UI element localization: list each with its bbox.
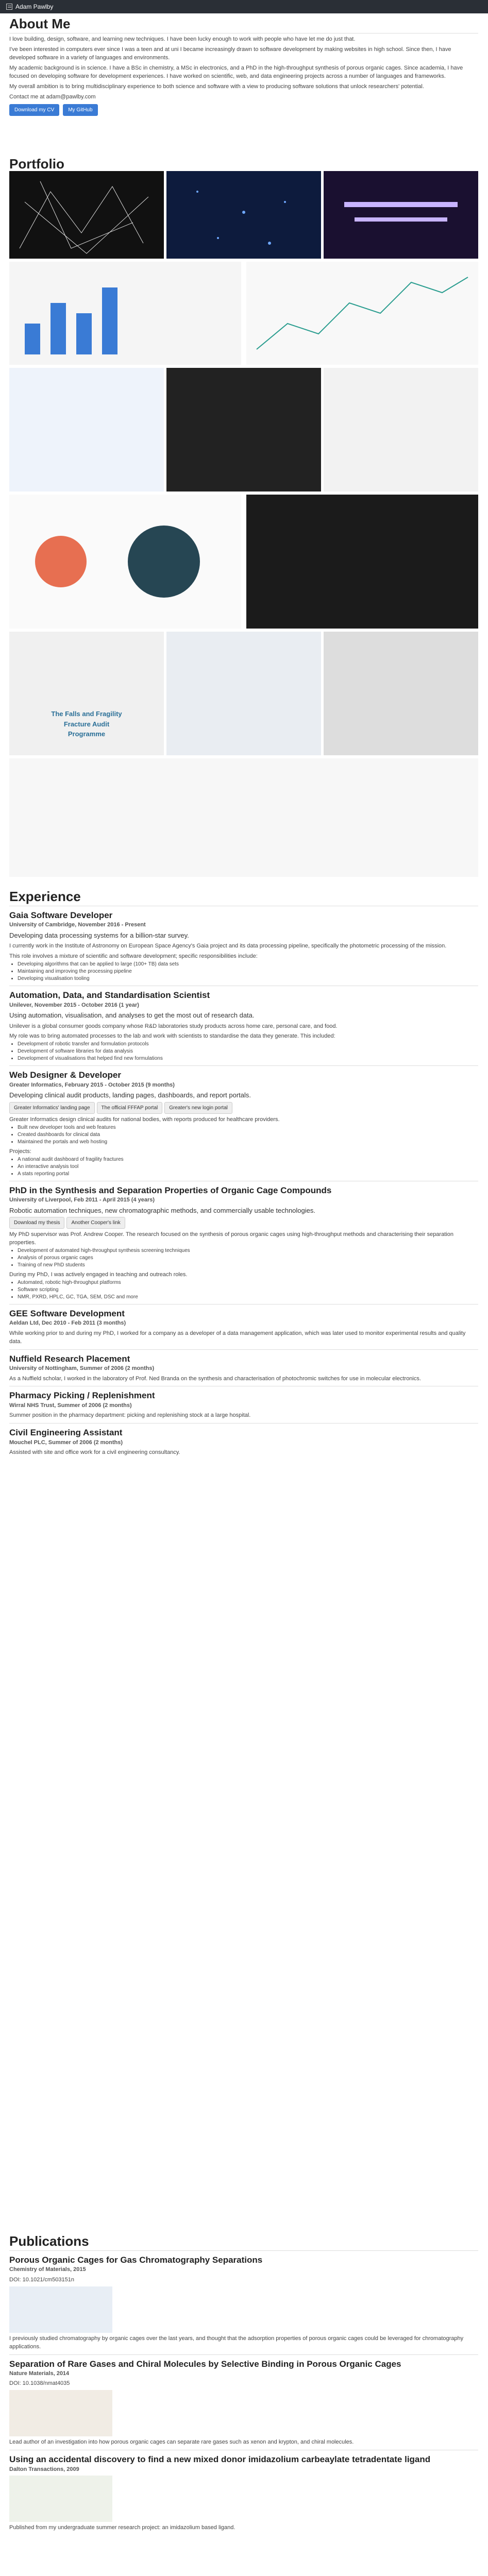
- job-title: Gaia Software Developer: [9, 910, 113, 920]
- job-bullet: • Development of robotic transfer and formulation protocols: [18, 1041, 478, 1048]
- job-bullet: • Analysis of porous organic cages: [18, 1255, 478, 1262]
- portfolio-tile[interactable]: [9, 368, 164, 492]
- job-bullet: • Software scripting: [18, 1286, 478, 1294]
- job-meta: Unilever, November 2015 - October 2016 (1 year): [9, 1002, 139, 1008]
- portfolio-tile[interactable]: [246, 262, 478, 365]
- portfolio-tile[interactable]: [9, 171, 164, 259]
- publication-body: I previously studied chromatography by organic cages over the last years, and thought that the adsorption properties of porous organic cages could be leveraged for chromatography applications.: [9, 2335, 464, 2350]
- page-content: [9, 13, 478, 2576]
- job-meta: University of Cambridge, November 2016 - Present: [9, 922, 146, 928]
- portfolio-tile[interactable]: [324, 171, 478, 259]
- portfolio-tile[interactable]: [166, 632, 321, 755]
- portfolio-tile[interactable]: [246, 495, 478, 629]
- job-entry: [9, 1070, 478, 1177]
- publication: [9, 2454, 478, 2532]
- portfolio-grid: [9, 171, 478, 882]
- job-bullet: • Maintaining and improving the processing pipeline: [18, 968, 478, 975]
- about-paragraph: My academic background is in science. I have a BSc in chemistry, a MSc in electronics, and a PhD in the high-throughput synthesis of porous organic cages. Since academia, I have focused on developing software for development experiences. I have worked on scientific, web, and data engineering projects across a number of languages and frameworks.: [9, 64, 463, 79]
- job-summary: Developing data processing systems for a billion-star survey.: [9, 931, 189, 939]
- publications-section: [9, 2234, 478, 2576]
- job-entry: [9, 1428, 478, 1457]
- job-body: I currently work in the Institute of Astronomy on European Space Agency's Gaia project and its data processing pipeline, specifically the photometric processing of the mission.: [9, 943, 447, 950]
- about-paragraph: I love building, design, software, and learning new techniques. I have been lucky enough to work with people who have let me do just that.: [9, 36, 356, 42]
- job-meta: Greater Informatics, February 2015 - October 2015 (9 months): [9, 1081, 175, 1088]
- job-bullet: • An interactive analysis tool: [18, 1163, 478, 1171]
- about-section: [9, 16, 478, 156]
- portfolio-tile[interactable]: [9, 495, 241, 629]
- about-title: About Me: [9, 16, 478, 33]
- publication-image: [9, 2476, 112, 2522]
- portfolio-tile[interactable]: [9, 632, 164, 755]
- job-title: PhD in the Synthesis and Separation Properties of Organic Cage Compounds: [9, 1185, 332, 1195]
- github-button[interactable]: My GitHub: [63, 104, 97, 116]
- job-title: Web Designer & Developer: [9, 1070, 121, 1080]
- job-meta: Mouchel PLC, Summer of 2006 (2 months): [9, 1439, 123, 1446]
- portfolio-tile[interactable]: [9, 758, 478, 877]
- publication-title[interactable]: Porous Organic Cages for Gas Chromatography Separations: [9, 2255, 263, 2265]
- portfolio-tile[interactable]: [324, 368, 478, 492]
- publication-image: [9, 2390, 112, 2436]
- site-name[interactable]: Adam Pawlby: [15, 3, 54, 10]
- job-bullet: • A national audit dashboard of fragility fractures: [18, 1156, 478, 1163]
- link-button[interactable]: Greater's new login portal: [164, 1102, 232, 1114]
- publication-body: Published from my undergraduate summer research project: an imidazolium based ligand.: [9, 2524, 235, 2531]
- job-body: My role was to bring automated processes to the lab and work with scientists to standardise the data they generate. This included:: [9, 1033, 335, 1040]
- job-body: Assisted with site and office work for a civil engineering consultancy.: [9, 1449, 180, 1456]
- job-meta: Aeldan Ltd, Dec 2010 - Feb 2011 (3 months): [9, 1320, 126, 1327]
- job-meta: Wirral NHS Trust, Summer of 2006 (2 months): [9, 1402, 132, 1409]
- experience-title: Experience: [9, 889, 478, 906]
- job-body: While working prior to and during my PhD, I worked for a company as a developer of a data management application, which was later used to monitor experimental results and quality data.: [9, 1330, 466, 1345]
- top-navbar: [0, 0, 488, 13]
- job-bullet: • Developing visualisation tooling: [18, 975, 478, 982]
- about-paragraph: My overall ambition is to bring multidisciplinary experience to both science and software with a view to producing software solutions that unlock researchers' potential.: [9, 83, 424, 90]
- publication: [9, 2359, 478, 2447]
- download-cv-button[interactable]: Download my CV: [9, 104, 59, 116]
- publication-title[interactable]: Separation of Rare Gases and Chiral Molecules by Selective Binding in Porous Organic Cages: [9, 2359, 401, 2369]
- job-entry: [9, 1391, 478, 1420]
- job-body: During my PhD, I was actively engaged in teaching and outreach roles.: [9, 1271, 188, 1278]
- job-entry: [9, 1354, 478, 1383]
- job-body: As a Nuffield scholar, I worked in the laboratory of Prof. Ned Branda on the synthesis and characterisation of photochromic switches for use in molecular electronics.: [9, 1375, 421, 1382]
- job-body: Projects:: [9, 1148, 31, 1155]
- publication-journal: Nature Materials, 2014: [9, 2370, 70, 2377]
- job-title: Nuffield Research Placement: [9, 1353, 130, 1364]
- job-bullet: • NMR, PXRD, HPLC, GC, TGA, SEM, DSC and more: [18, 1294, 478, 1301]
- job-entry: [9, 1309, 478, 1346]
- publication: [9, 2255, 478, 2351]
- job-meta: University of Nottingham, Summer of 2006 (2 months): [9, 1365, 155, 1372]
- job-body: Greater Informatics design clinical audits for national bodies, with reports produced for healthcare providers.: [9, 1116, 280, 1123]
- job-summary: Developing clinical audit products, landing pages, dashboards, and report portals.: [9, 1091, 251, 1099]
- job-title: Pharmacy Picking / Replenishment: [9, 1391, 155, 1401]
- job-body: This role involves a mixture of scientific and software development; specific responsibilities include:: [9, 953, 258, 960]
- publication-journal: Dalton Transactions, 2009: [9, 2466, 79, 2472]
- job-entry: [9, 990, 478, 1062]
- publication-doi[interactable]: DOI: 10.1021/cm503151n: [9, 2276, 74, 2283]
- job-body: Unilever is a global consumer goods company whose R&D laboratories study products across home care, personal care, and food.: [9, 1023, 338, 1029]
- publication-journal: Chemistry of Materials, 2015: [9, 2266, 86, 2273]
- portfolio-caption: The Falls and Fragility Fracture Audit Programme: [51, 710, 122, 738]
- portfolio-heading: [9, 157, 478, 169]
- job-title: Civil Engineering Assistant: [9, 1428, 123, 1438]
- contact-line: Contact me at adam@pawlby.com: [9, 93, 96, 100]
- job-entry: [9, 1185, 478, 1301]
- job-title: GEE Software Development: [9, 1308, 125, 1318]
- job-bullet: • Maintained the portals and web hosting: [18, 1139, 478, 1146]
- publication-body: Lead author of an investigation into how porous organic cages can separate rare gases such as xenon and krypton, and chiral molecules.: [9, 2439, 354, 2446]
- job-title: Automation, Data, and Standardisation Scientist: [9, 990, 210, 1001]
- portfolio-tile[interactable]: [166, 171, 321, 259]
- link-button[interactable]: The official FFFAP portal: [97, 1102, 163, 1114]
- job-entry: [9, 910, 478, 982]
- job-summary: Using automation, visualisation, and analyses to get the most out of research data.: [9, 1011, 255, 1020]
- publications-title: Publications: [9, 2234, 478, 2251]
- job-bullet: • A stats reporting portal: [18, 1171, 478, 1178]
- publication-image: [9, 2286, 112, 2333]
- job-bullet: • Developing algorithms that can be applied to large (100+ TB) data sets: [18, 961, 478, 968]
- portfolio-tile[interactable]: [324, 632, 478, 755]
- link-button[interactable]: Greater Informatics' landing page: [9, 1102, 95, 1114]
- job-bullet: • Automated, robotic high-throughput platforms: [18, 1279, 478, 1286]
- job-body: Summer position in the pharmacy department: picking and replenishing stock at a large hospital.: [9, 1412, 251, 1419]
- portfolio-tile[interactable]: [166, 368, 321, 492]
- job-summary: Robotic automation techniques, new chromatographic methods, and commercially usable technologies.: [9, 1206, 315, 1214]
- job-bullet: • Training of new PhD students: [18, 1262, 478, 1269]
- job-body: My PhD supervisor was Prof. Andrew Cooper. The research focused on the synthesis of porous organic cages using high-throughput methods and characterising their separation properties.: [9, 1231, 453, 1246]
- portfolio-title: Portfolio: [9, 157, 478, 169]
- about-paragraph: I've been interested in computers ever since I was a teen and at uni I became increasingly drawn to software development by making websites in high school. Since then, I have developed software in a variety of languages and environments.: [9, 46, 451, 61]
- job-bullet: • Development of automated high-throughput synthesis screening techniques: [18, 1247, 478, 1255]
- portfolio-tile[interactable]: [9, 262, 241, 365]
- menu-icon[interactable]: [6, 4, 12, 10]
- publication-doi[interactable]: DOI: 10.1038/nmat4035: [9, 2380, 70, 2387]
- job-bullet: • Development of visualisations that helped find new formulations: [18, 1055, 478, 1062]
- job-bullet: • Built new developer tools and web features: [18, 1124, 478, 1131]
- publication-title[interactable]: Using an accidental discovery to find a new mixed donor imidazolium carbeaylate tetradentate ligand: [9, 2454, 431, 2465]
- experience-section: [9, 889, 478, 2229]
- job-bullet: • Development of software libraries for data analysis: [18, 1048, 478, 1055]
- job-meta: University of Liverpool, Feb 2011 - April 2015 (4 years): [9, 1197, 155, 1204]
- link-button[interactable]: Another Cooper's link: [66, 1217, 125, 1229]
- job-bullet: • Created dashboards for clinical data: [18, 1131, 478, 1139]
- link-button[interactable]: Download my thesis: [9, 1217, 64, 1229]
